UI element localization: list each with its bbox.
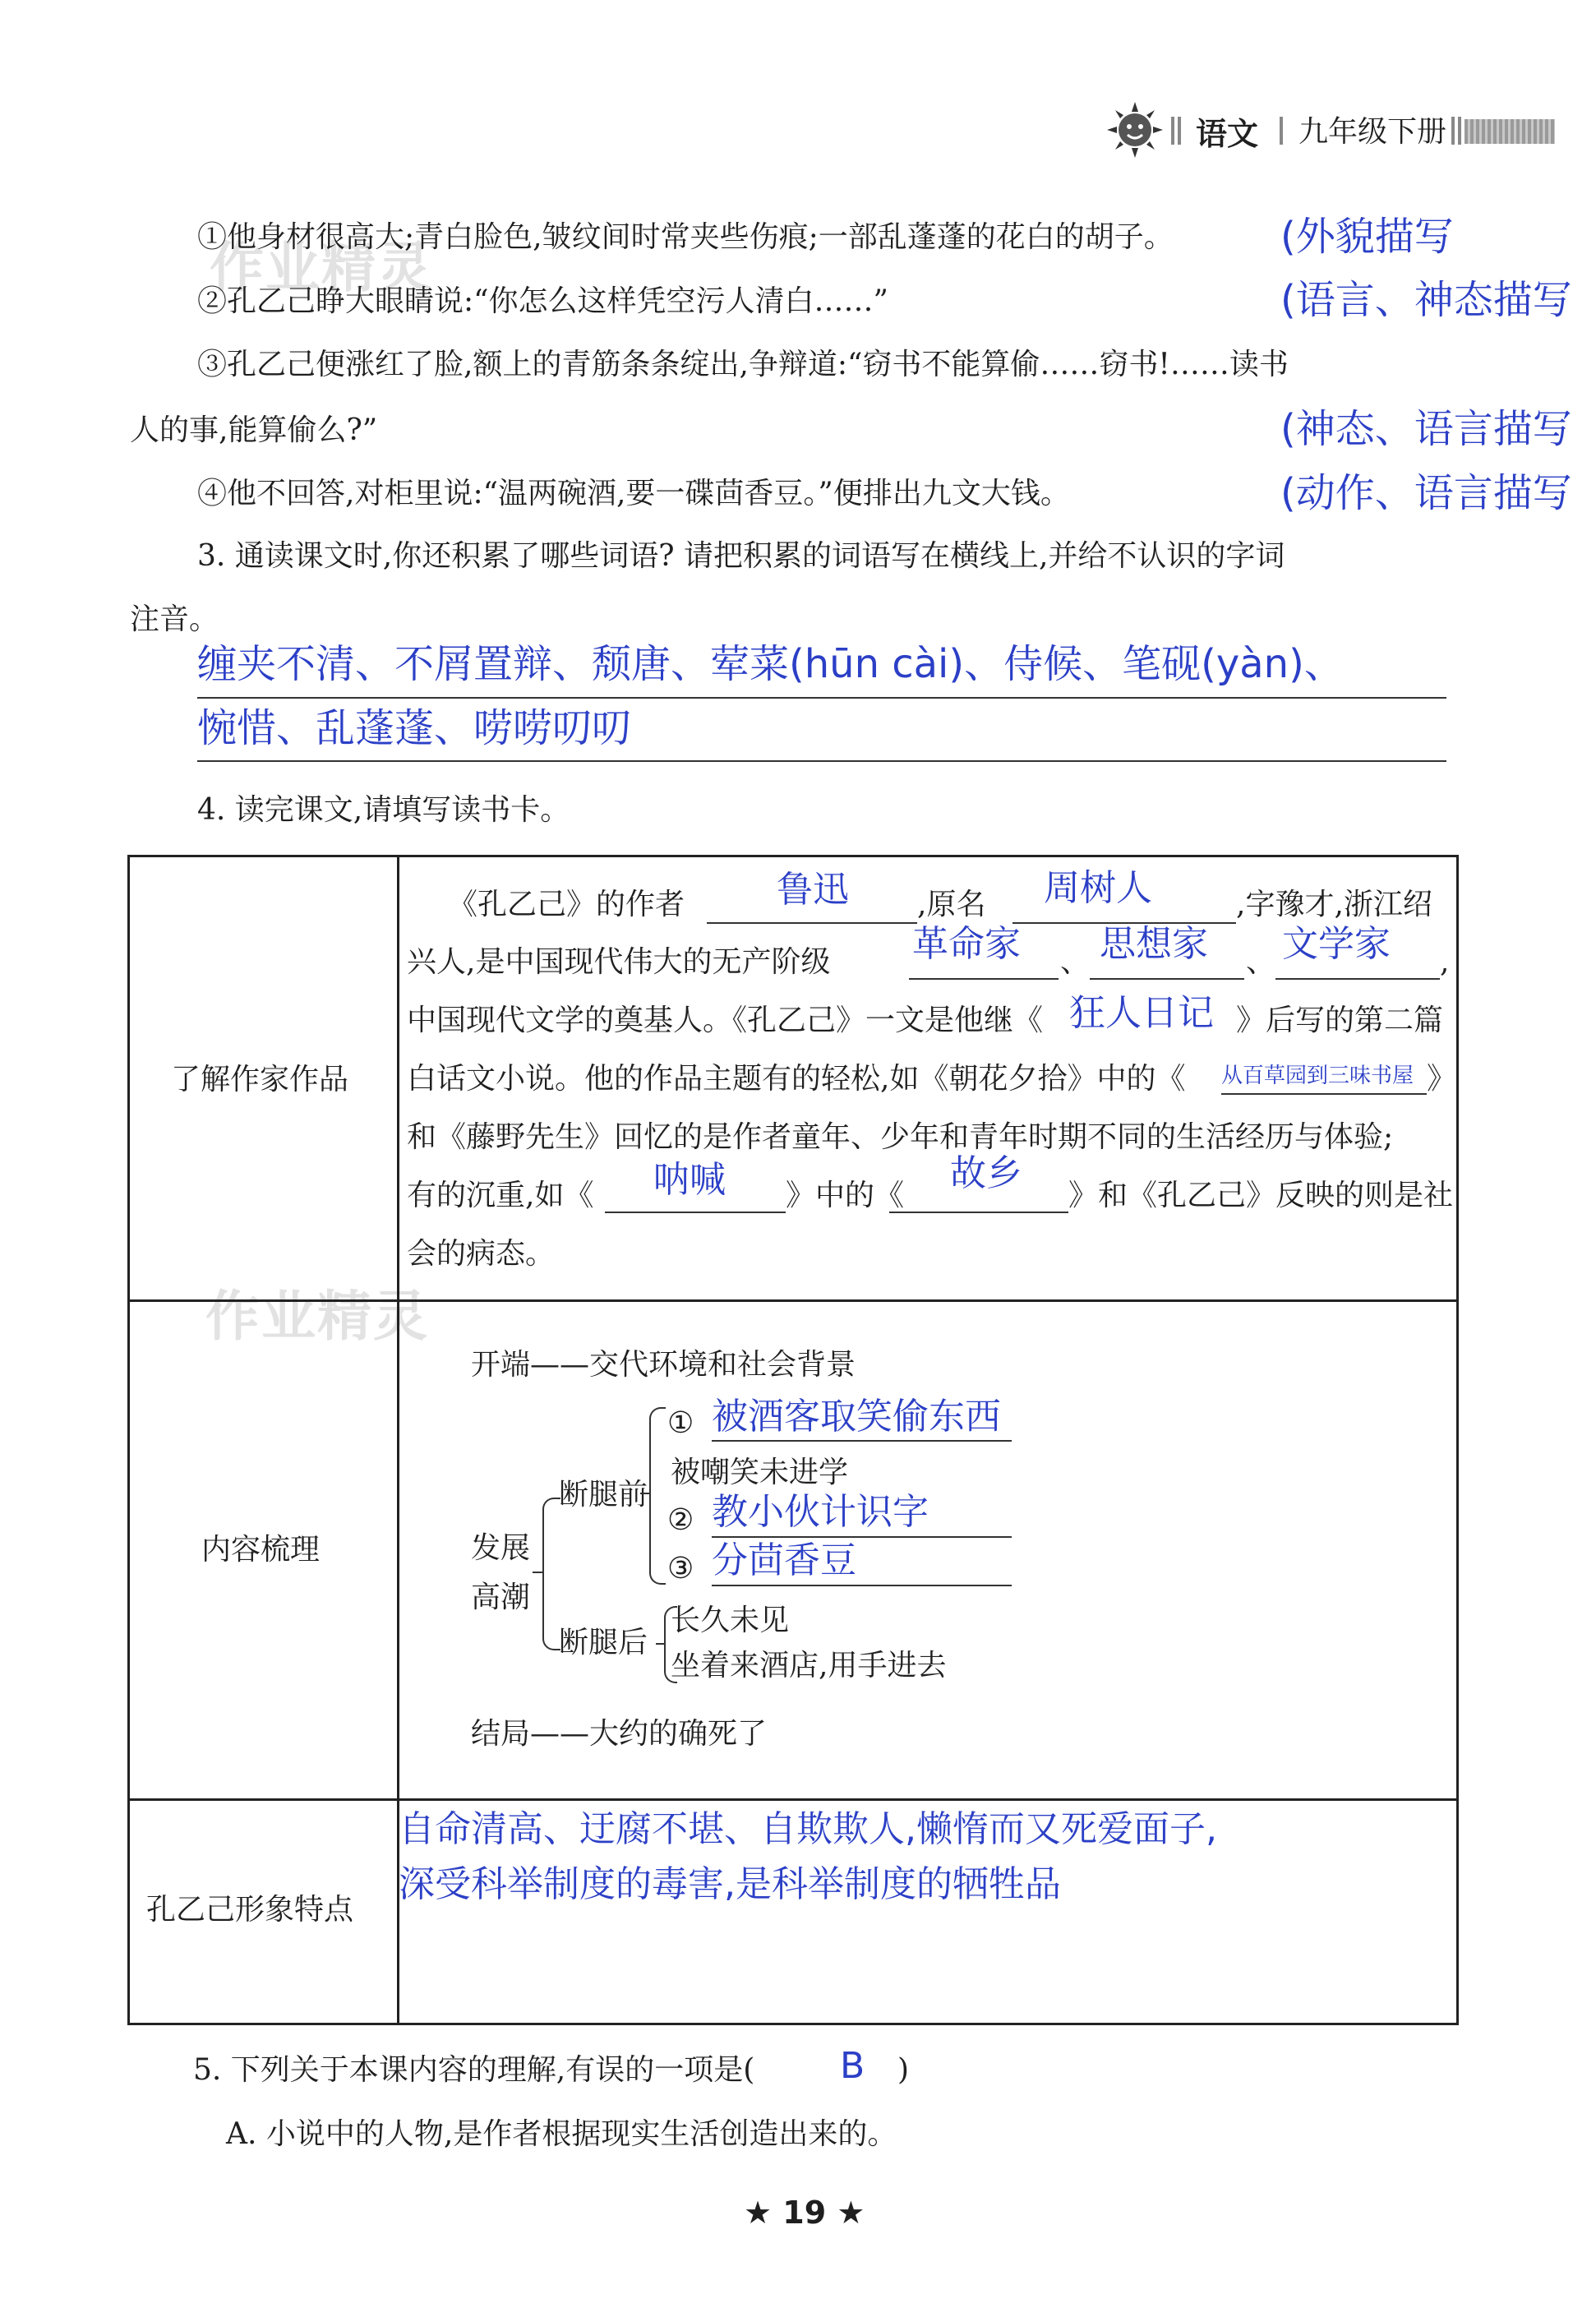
blank-line (1090, 978, 1244, 980)
header-grade: 九年级下册 (1298, 115, 1447, 149)
item-text: ③孔乙己便涨红了脸,额上的青筋条条绽出,争辩道:“窃书不能算偷……窃书!……读书 (197, 348, 1289, 381)
card-text: ,原名 (917, 888, 986, 921)
question-text: 注音。 (130, 602, 219, 636)
plot-answer: 被酒客取笑偷东西 (712, 1396, 1001, 1438)
row-label: 了解作家作品 (171, 1063, 349, 1096)
table-row-divider (127, 1299, 1459, 1302)
card-text: 有的沉重,如《 (407, 1179, 594, 1212)
plot-text: 发展 (471, 1531, 531, 1565)
header-divider (1451, 117, 1455, 145)
trait-answer: 自命清高、迂腐不堪、自欺欺人,懒惰而又死爱面子, (399, 1808, 1217, 1850)
card-text: 》后写的第二篇 (1236, 1004, 1444, 1037)
blank-line (1221, 1093, 1427, 1095)
card-text: ,字豫才,浙江绍 (1236, 888, 1432, 921)
plot-marker: ① (667, 1406, 694, 1440)
card-answer: 呐喊 (653, 1159, 726, 1201)
card-text: 白话文小说。他的作品主题有的轻松,如《朝花夕拾》中的《 (407, 1062, 1186, 1096)
header-divider (1171, 117, 1174, 145)
header-decoration (1465, 119, 1555, 144)
answer-text: 惋惜、乱蓬蓬、唠唠叨叨 (197, 705, 632, 751)
brace (533, 1572, 542, 1573)
brace (542, 1498, 560, 1650)
question-text: 3. 通读课文时,你还积累了哪些词语? 请把积累的词语写在横线上,并给不认识的字词 (197, 539, 1285, 573)
answer-line (197, 697, 1446, 699)
brace (649, 1407, 666, 1585)
watermark: 作业精灵 (210, 236, 433, 299)
answer-choice: B (840, 2045, 865, 2087)
answer-line (197, 760, 1446, 762)
plot-marker: ③ (667, 1552, 694, 1585)
answer-text: 缠夹不清、不屑置辩、颓唐、荤菜(hūn cài)、侍候、笔砚(yàn)、 (197, 641, 1344, 687)
header-divider (1458, 117, 1461, 145)
sun-logo-icon (1105, 100, 1165, 159)
question-text: ) (897, 2053, 910, 2087)
item-answer: (外貌描写 (1280, 214, 1454, 260)
card-text: 中国现代文学的奠基人。《孔乙己》一文是他继《 (407, 1004, 1044, 1037)
trait-answer: 深受科举制度的毒害,是科举制度的牺牲品 (399, 1863, 1061, 1905)
card-text: 和《藤野先生》回忆的是作者童年、少年和青年时期不同的生活经历与体验; (407, 1120, 1394, 1154)
item-text: 人的事,能算偷么?” (130, 413, 378, 447)
item-answer: (语言、神态描写 (1280, 277, 1572, 323)
card-answer: 从百草园到三味书屋 (1221, 1064, 1414, 1088)
item-text: ①他身材很高大;青白脸色,皱纹间时常夹些伤痕;一部乱蓬蓬的花白的胡子。 (197, 220, 1174, 254)
card-answer: 鲁迅 (777, 869, 849, 911)
option-a: A. 小说中的人物,是作者根据现实生活创造出来的。 (226, 2117, 897, 2151)
header-divider (1178, 117, 1181, 145)
card-text: 、 (1060, 945, 1091, 979)
card-answer: 革命家 (912, 923, 1021, 965)
card-text: 兴人,是中国现代伟大的无产阶级 (407, 945, 831, 979)
card-answer: 狂人日记 (1069, 992, 1214, 1034)
item-text: ②孔乙己睁大眼睛说:“你怎么这样凭空污人清白……” (197, 284, 888, 318)
plot-text: 长久未见 (671, 1604, 790, 1637)
brace (656, 1643, 666, 1645)
blank-line (1275, 978, 1440, 980)
table-row-divider (127, 1798, 1459, 1801)
card-text: 、 (1246, 945, 1276, 979)
blank-line (605, 1212, 786, 1213)
card-text: 》和《孔乙己》反映的则是社 (1068, 1179, 1454, 1212)
plot-text: 被嘲笑未进学 (671, 1456, 849, 1489)
card-text: 《孔乙己》的作者 (448, 888, 685, 921)
blank-line (909, 978, 1059, 980)
card-answer: 思想家 (1100, 923, 1208, 965)
plot-text: 开端——交代环境和社会背景 (471, 1348, 856, 1382)
card-text: , (1440, 945, 1450, 979)
question-text: 4. 读完课文,请填写读书卡。 (197, 793, 570, 827)
plot-text: 坐着来酒店,用手进去 (671, 1649, 947, 1682)
card-text: 》 (1427, 1062, 1457, 1096)
card-answer: 文学家 (1282, 923, 1391, 965)
plot-answer: 教小伙计识字 (712, 1491, 929, 1533)
blank-line (712, 1585, 1012, 1586)
question-text: 5. 下列关于本课内容的理解,有误的一项是( (193, 2053, 755, 2087)
item-text: ④他不回答,对柜里说:“温两碗酒,要一碟茴香豆。”便排出九文大钱。 (197, 477, 1070, 510)
blank-line (889, 1212, 1068, 1213)
item-answer: (动作、语言描写 (1280, 470, 1572, 516)
row-label: 内容梳理 (201, 1533, 321, 1567)
item-answer: (神态、语言描写 (1280, 406, 1572, 452)
header-subject: 语文 (1196, 116, 1259, 152)
plot-answer: 分茴香豆 (712, 1539, 856, 1581)
blank-line (712, 1440, 1012, 1442)
plot-text: 高潮 (471, 1581, 531, 1614)
watermark: 作业精灵 (205, 1285, 429, 1348)
page-number: ★ 19 ★ (744, 2195, 865, 2231)
card-text: 》中的《 (786, 1179, 905, 1212)
brace (640, 1493, 650, 1494)
row-label: 孔乙己形象特点 (146, 1893, 354, 1927)
blank-line (707, 922, 917, 924)
plot-text: 结局——大约的确死了 (471, 1717, 768, 1751)
plot-text: 断腿后 (559, 1626, 648, 1659)
card-answer: 故乡 (950, 1152, 1022, 1194)
plot-text: 断腿前 (559, 1478, 648, 1512)
plot-marker: ② (667, 1503, 694, 1537)
card-text: 会的病态。 (407, 1237, 556, 1271)
card-answer: 周树人 (1044, 867, 1152, 909)
header-divider (1280, 117, 1283, 145)
